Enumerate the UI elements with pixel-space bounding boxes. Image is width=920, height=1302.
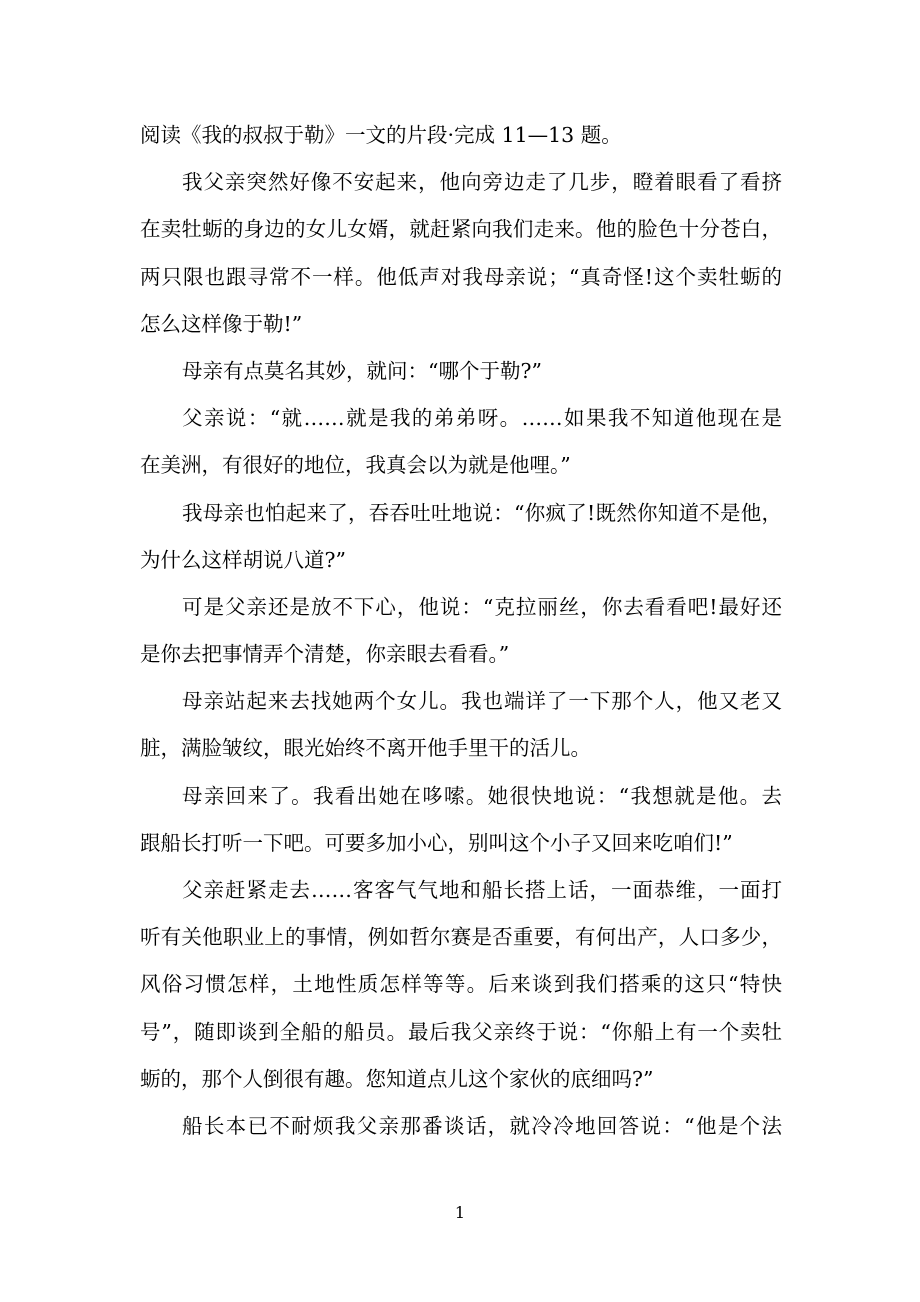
text-line: 父亲赶紧走去……客客气气地和船长搭上话，一面恭维，一面打 [182, 878, 782, 902]
text-line: 可是父亲还是放不下心，他说：“克拉丽丝，你去看看吧!最好还 [182, 594, 782, 619]
text-line: 蛎的，那个人倒很有趣。您知道点儿这个家伙的底细吗?” [140, 1066, 654, 1091]
text-line: 跟船长打听一下吧。可要多加小心，别叫这个小子又回来吃咱们!” [140, 830, 733, 855]
intro-line: 阅读《我的叔叔于勒》一文的片段·完成 11—13 题。 [140, 123, 622, 147]
text-line: 两只限也跟寻常不一样。他低声对我母亲说；“真奇怪!这个卖牡蛎的 [140, 264, 782, 289]
text-line: 怎么这样像于勒!” [140, 311, 303, 336]
text-line: 脏，满脸皱纹，眼光始终不离开他手里干的活儿。 [140, 736, 591, 761]
text-line: 母亲回来了。我看出她在哆嗦。她很快地说：“我想就是他。去 [182, 783, 782, 808]
text-line: 父亲说：“就……就是我的弟弟呀。……如果我不知道他现在是 [182, 406, 782, 431]
text-line: 母亲有点莫名其妙，就问：“哪个于勒?” [182, 358, 542, 383]
text-line: 母亲站起来去找她两个女儿。我也端详了一下那个人，他又老又 [182, 689, 782, 714]
text-line: 我父亲突然好像不安起来，他向旁边走了几步，瞪着眼看了看挤 [182, 170, 782, 195]
text-line: 我母亲也怕起来了，吞吞吐吐地说：“你疯了!既然你知道不是他， [182, 500, 782, 525]
text-line: 在卖牡蛎的身边的女儿女婿，就赶紧向我们走来。他的脸色十分苍白， [140, 217, 782, 242]
text-line: 风俗习惯怎样，土地性质怎样等等。后来谈到我们搭乘的这只“特快 [140, 972, 782, 997]
text-line: 号”，随即谈到全船的船员。最后我父亲终于说：“你船上有一个卖牡 [140, 1019, 782, 1044]
text-line: 在美洲，有很好的地位，我真会以为就是他哩。” [140, 453, 571, 478]
page-number: 1 [454, 1203, 466, 1222]
text-line: 是你去把事情弄个清楚，你亲眼去看看。” [140, 642, 510, 667]
text-line: 为什么这样胡说八道?” [140, 547, 346, 572]
document-body [140, 118, 782, 1156]
text-line: 听有关他职业上的事情，例如哲尔赛是否重要，有何出产，人口多少， [140, 925, 782, 950]
text-line: 船长本已不耐烦我父亲那番谈话，就冷冷地回答说：“他是个法 [182, 1113, 782, 1138]
